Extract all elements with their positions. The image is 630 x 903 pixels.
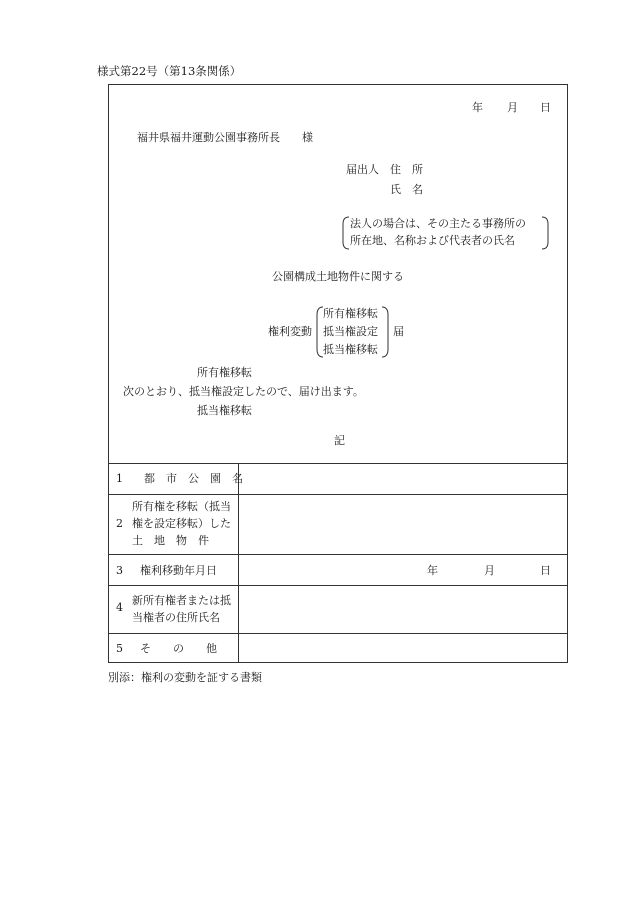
title-prefix: 権利変動 [268, 325, 312, 338]
title-suffix: 届 [393, 325, 404, 338]
corporate-note-line1: 法人の場合は、その主たる事務所の [350, 217, 526, 230]
body-option-top: 所有権移転 [197, 366, 252, 379]
row-divider-3 [108, 585, 568, 586]
corporate-note-right-bracket [540, 216, 550, 250]
table-top-line [108, 463, 568, 464]
title-option-2: 抵当権設定 [323, 325, 378, 338]
row-divider-1 [108, 494, 568, 495]
addressee: 福井県福井運動公園事務所長 様 [137, 131, 313, 144]
row2-label-line2: 権を設定移転）した [132, 517, 231, 530]
row1-label: 都 市 公 園 名 [144, 472, 243, 485]
title-option-3: 抵当権移転 [323, 343, 378, 356]
row2-number: 2 [116, 517, 123, 530]
title-right-bracket [380, 306, 390, 358]
body-option-bottom: 抵当権移転 [197, 404, 252, 417]
date-day-label: 日 [540, 101, 551, 114]
address-label: 住 所 [390, 163, 423, 176]
row3-label: 権利移動年月日 [140, 564, 217, 577]
row4-label-line2: 当権者の住所氏名 [132, 611, 220, 624]
form-number: 様式第22号（第13条関係） [97, 64, 242, 78]
row5-label: そ の 他 [140, 642, 217, 655]
name-label: 氏 名 [390, 183, 423, 196]
row3-month: 月 [484, 564, 495, 577]
subject-line: 公園構成土地物件に関する [272, 270, 404, 283]
table-column-divider [238, 463, 239, 663]
body-main-line: 次のとおり、抵当権設定したので、届け出ます。 [123, 385, 364, 398]
date-month-label: 月 [507, 101, 518, 114]
row4-number: 4 [116, 601, 123, 614]
ki-heading: 記 [334, 434, 345, 447]
row1-number: 1 [116, 472, 123, 485]
row2-label-line3: 土 地 物 件 [132, 534, 209, 547]
date-year-label: 年 [472, 101, 483, 114]
title-option-1: 所有権移転 [323, 307, 378, 320]
row3-number: 3 [116, 564, 123, 577]
row4-label-line1: 新所有権者または抵 [132, 594, 231, 607]
applicant-label: 届出人 [346, 163, 379, 176]
corporate-note-line2: 所在地、名称および代表者の氏名 [350, 234, 515, 247]
row-divider-2 [108, 554, 568, 555]
row3-day: 日 [540, 564, 551, 577]
row-divider-4 [108, 633, 568, 634]
row2-label-line1: 所有権を移転（抵当 [132, 500, 231, 513]
row3-year: 年 [427, 564, 438, 577]
attachment-note: 別添：権利の変動を証する書類 [108, 671, 262, 684]
row5-number: 5 [116, 642, 123, 655]
